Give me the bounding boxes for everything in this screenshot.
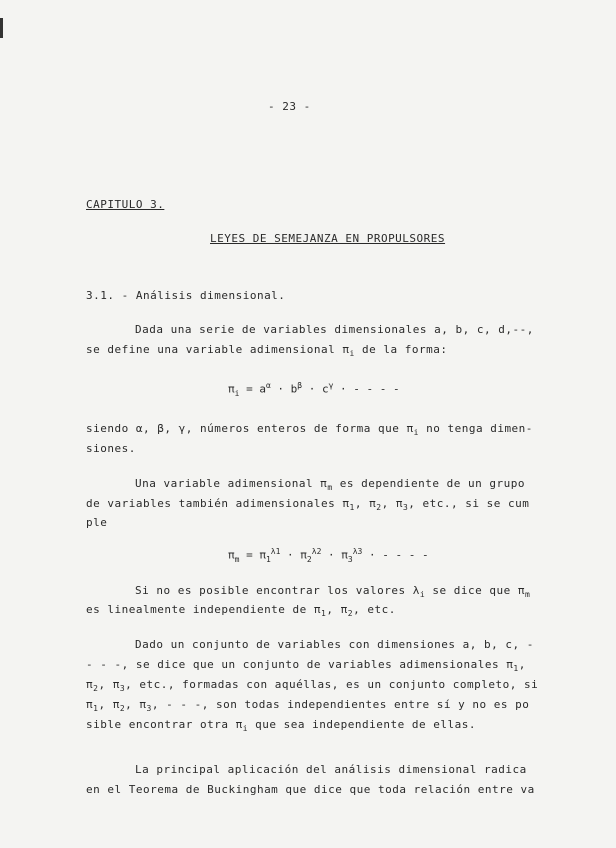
para6-line1: La principal aplicación del análisis dimensional radica xyxy=(135,763,527,776)
para4-line2: es linealmente independiente de $\pi_1$, $\pi_2$, etc. xyxy=(86,603,396,619)
subsection-title: 3.1. - Análisis dimensional. xyxy=(86,289,286,302)
para2-line2: siones. xyxy=(86,442,136,455)
equation-pi-i: $\pi_i = a^\alpha \cdot b^\beta \cdot c^\gamma$ · - - - - xyxy=(228,381,400,398)
para5-line5: sible encontrar otra $\pi_i$ que sea independiente de ellas. xyxy=(86,718,476,734)
para3-line3: ple xyxy=(86,516,108,529)
scan-edge-mark xyxy=(0,18,3,38)
para1-line2: se define una variable adimensional $\pi_i$ de la forma: xyxy=(86,343,448,359)
para6-line2: en el Teorema de Buckingham que dice que toda relación entre va xyxy=(86,783,535,796)
para3-line1: Una variable adimensional $\pi_m$ es dependiente de un grupo xyxy=(135,477,525,493)
para4-line1: Si no es posible encontrar los valores $\lambda_i$ se dice que $\pi_m$ xyxy=(135,584,531,600)
section-title: LEYES DE SEMEJANZA EN PROPULSORES xyxy=(210,232,446,245)
para2-line1: siendo α, β, γ, números enteros de forma que $\pi_i$ no tenga dimen- xyxy=(86,422,533,438)
equation-pi-m: $\pi_m = \pi_1^{\lambda 1} \cdot \pi_2^{\lambda 2} \cdot \pi_3^{\lambda 3}$ · - - - - xyxy=(228,547,429,564)
para5-line1: Dado un conjunto de variables con dimensiones a, b, c, - xyxy=(135,638,534,651)
para1-line1: Dada una serie de variables dimensionales a, b, c, d,--, xyxy=(135,323,534,336)
para5-line2: - - -, se dice que un conjunto de variables adimensionales $\pi_1$, xyxy=(86,658,526,674)
para3-line2: de variables también adimensionales $\pi_1$, $\pi_2$, $\pi_3$, etc., si se cum xyxy=(86,497,530,513)
page-number: - 23 - xyxy=(268,100,311,113)
chapter-title: CAPITULO 3. xyxy=(86,198,165,211)
para5-line4: $\pi_1$, $\pi_2$, $\pi_3$, - - -, son todas independientes entre sí y no es po xyxy=(86,698,530,714)
para5-line3: $\pi_2$, $\pi_3$, etc., formadas con aquéllas, es un conjunto completo, si xyxy=(86,678,539,694)
